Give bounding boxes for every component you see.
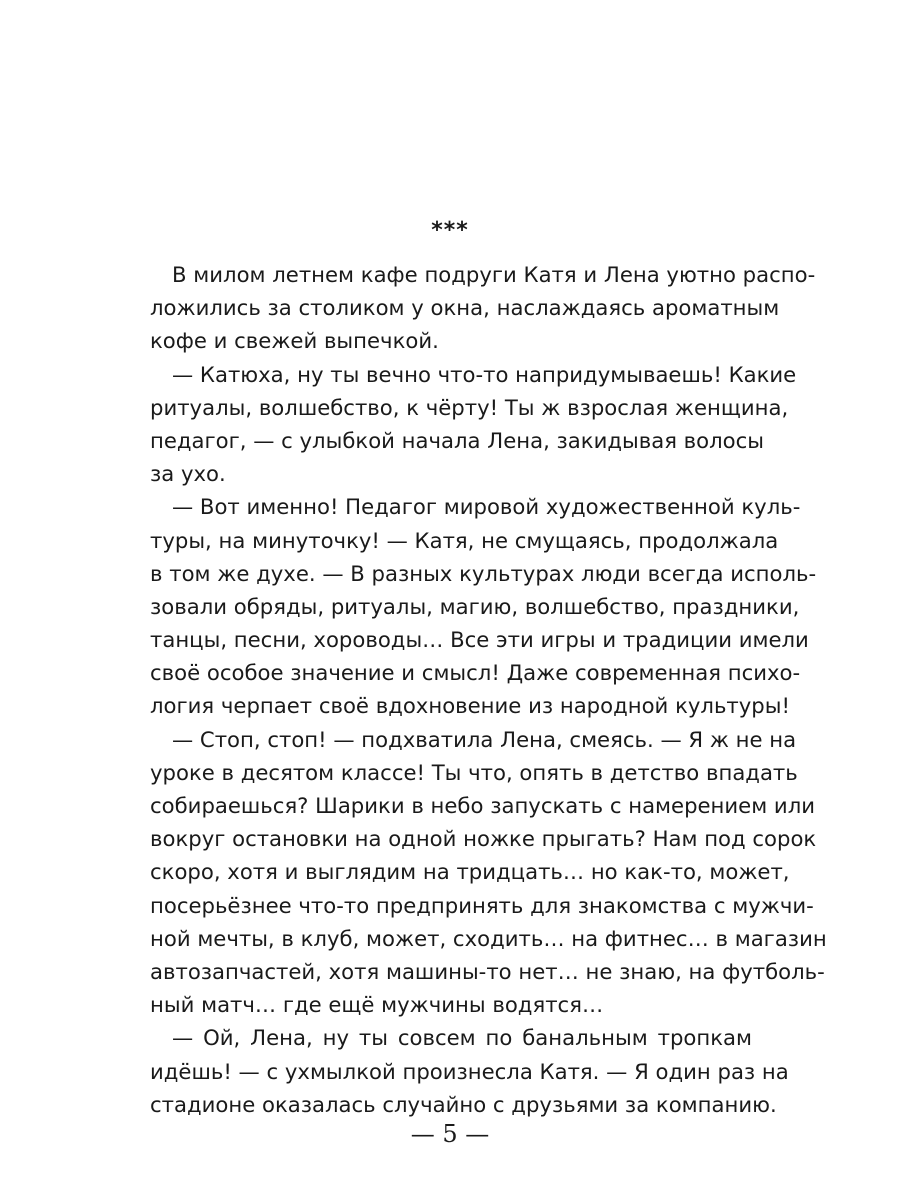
text-line: автозапчастей, хотя машины-то нет… не знаю, на футболь- <box>150 958 825 984</box>
text-line: зовали обряды, ритуалы, магию, волшебство, праздники, <box>150 593 800 619</box>
body-text <box>150 258 827 1121</box>
page-number: — 5 — <box>410 1120 490 1148</box>
text-line: стадионе оказалась случайно с друзьями за компанию. <box>150 1091 777 1117</box>
text-line: за ухо. <box>150 461 226 487</box>
text-line: идёшь! — с ухмылкой произнесла Катя. — Я один раз на <box>150 1058 789 1084</box>
text-line: своё особое значение и смысл! Даже современная психо- <box>150 660 801 686</box>
text-line: ложились за столиком у окна, наслаждаясь ароматным <box>150 295 780 321</box>
text-line: В милом летнем кафе подруги Катя и Лена уютно распо- <box>172 262 816 287</box>
text-line: кофе и свежей выпечкой. <box>150 328 439 354</box>
text-line: ной мечты, в клуб, может, сходить… на фитнес… в магазин <box>150 925 827 951</box>
text-line: педагог, — с улыбкой начала Лена, закидывая волосы <box>150 427 765 453</box>
text-line: посерьёзнее что-то предпринять для знакомства с мужчи- <box>150 892 814 918</box>
text-line: танцы, песни, хороводы… Все эти игры и традиции имели <box>150 627 809 653</box>
text-line: скоро, хотя и выглядим на тридцать… но как-то, может, <box>150 859 790 885</box>
text-line: туры, на минуточку! — Катя, не смущаясь, продолжала <box>150 527 779 553</box>
text-line: уроке в десятом классе! Ты что, опять в детство впадать <box>150 759 798 785</box>
text-line: — Ой, Лена, ну ты совсем по банальным тропкам <box>172 1025 752 1051</box>
section-separator: *** <box>431 218 469 243</box>
text-line: — Вот именно! Педагог мировой художественной куль- <box>172 494 801 520</box>
text-line: собираешься? Шарики в небо запускать с намерением или <box>150 793 816 818</box>
text-line: — Катюха, ну ты вечно что-то напридумываешь! Какие <box>172 361 797 387</box>
text-line: — Стоп, стоп! — подхватила Лена, смеясь. — Я ж не на <box>172 726 797 752</box>
text-line: в том же духе. — В разных культурах люди всегда исполь- <box>150 560 817 586</box>
text-line: ритуалы, волшебство, к чёрту! Ты ж взрослая женщина, <box>150 394 789 420</box>
text-line: ный матч… где ещё мужчины водятся… <box>150 992 604 1018</box>
text-line: вокруг остановки на одной ножке прыгать? Нам под сорок <box>150 826 817 852</box>
text-line: логия черпает своё вдохновение из народной культуры! <box>150 693 790 719</box>
